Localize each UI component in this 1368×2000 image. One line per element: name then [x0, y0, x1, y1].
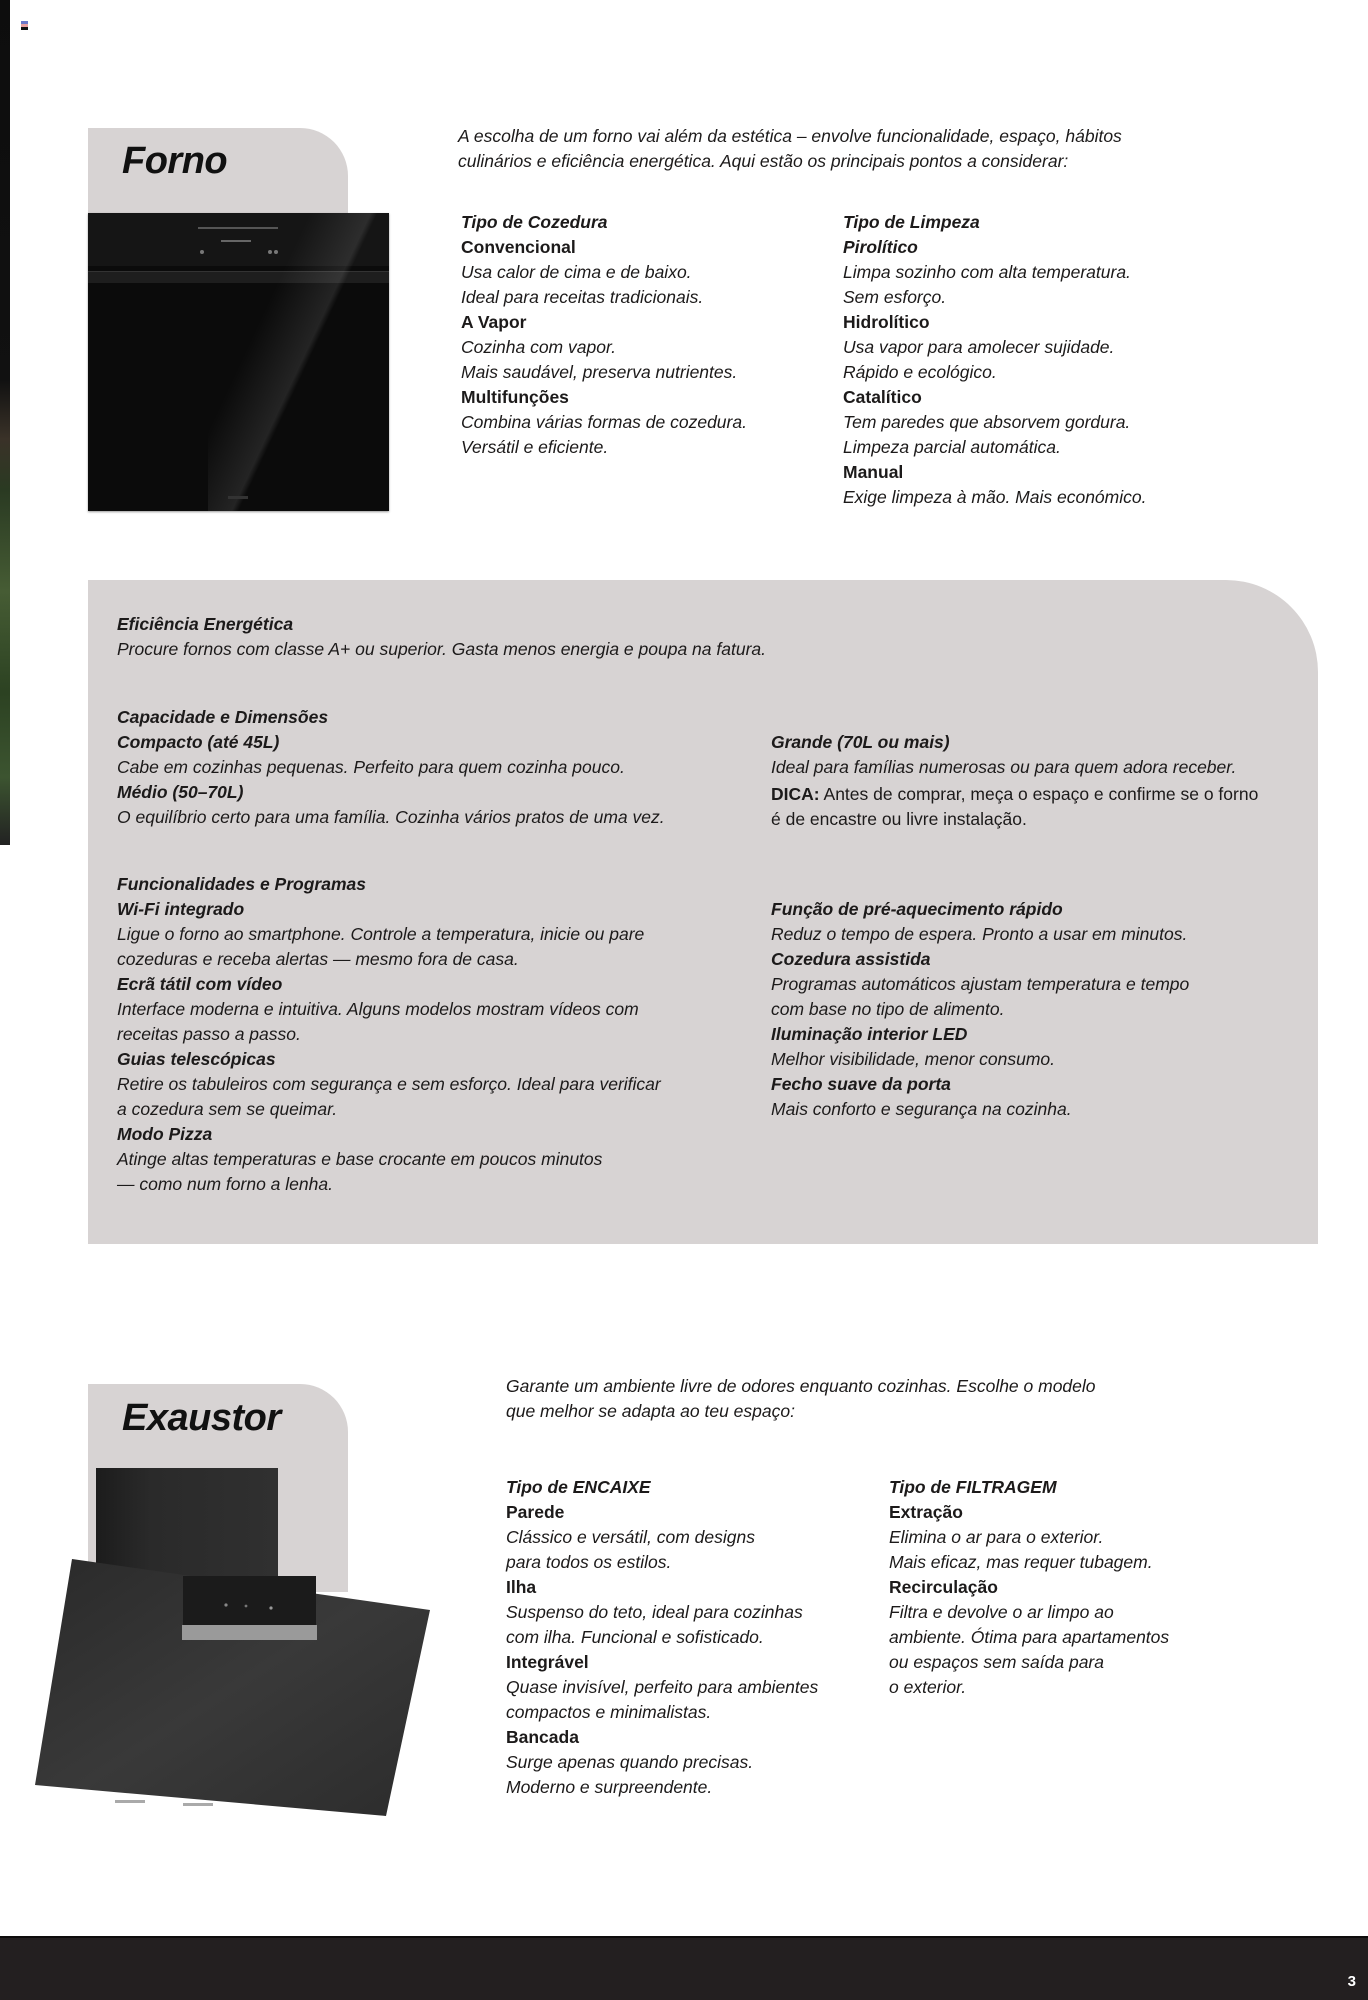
forno-title: Forno — [122, 140, 228, 182]
feature-desc: Mais conforto e segurança na cozinha. — [771, 1099, 1072, 1119]
forno-intro — [458, 124, 1122, 174]
capacidade-heading: Capacidade e Dimensões — [117, 707, 329, 727]
feature-desc: Reduz o tempo de espera. Pronto a usar em minutos. — [771, 924, 1188, 944]
cozedura-item-desc: Usa calor de cima e de baixo. — [461, 262, 692, 282]
filtragem-item-desc: ambiente. Ótima para apartamentos — [889, 1627, 1170, 1647]
cozedura-item-desc: Combina várias formas de cozedura. — [461, 412, 747, 432]
dica-tip — [771, 782, 1258, 807]
filtragem-column — [889, 1475, 1169, 1700]
filtragem-item-desc: ou espaços sem saída para — [889, 1652, 1104, 1672]
limpeza-item-desc: Limpeza parcial automática. — [843, 437, 1061, 457]
feature-name: Guias telescópicas — [117, 1049, 276, 1069]
page-footer — [0, 1936, 1368, 2000]
cozedura-item-name: Multifunções — [461, 387, 569, 407]
feature-name: Função de pré-aquecimento rápido — [771, 899, 1063, 919]
cozedura-item-desc: Versátil e eficiente. — [461, 437, 609, 457]
exaustor-title: Exaustor — [122, 1397, 281, 1439]
encaixe-item-desc: Surge apenas quando precisas. — [506, 1752, 754, 1772]
limpeza-item-desc: Sem esforço. — [843, 287, 947, 307]
cozedura-item-name: A Vapor — [461, 312, 527, 332]
feature-name: Fecho suave da porta — [771, 1074, 951, 1094]
limpeza-item-name: Pirolítico — [843, 237, 918, 257]
capacidade-item-desc: Cabe em cozinhas pequenas. Perfeito para quem cozinha pouco. — [117, 757, 625, 777]
feature-desc: Ligue o forno ao smartphone. Controle a temperatura, inicie ou pare — [117, 924, 645, 944]
encaixe-heading: Tipo de ENCAIXE — [506, 1477, 651, 1497]
exaustor-intro — [506, 1374, 1096, 1424]
left-edge-photo-strip — [0, 0, 10, 845]
capacidade-item-desc: Ideal para famílias numerosas ou para quem adora receber. — [771, 757, 1237, 777]
feature-desc: Atinge altas temperaturas e base crocante em poucos minutos — [117, 1149, 603, 1169]
encaixe-column — [506, 1475, 818, 1800]
limpeza-column — [843, 210, 1146, 510]
limpeza-item-desc: Tem paredes que absorvem gordura. — [843, 412, 1131, 432]
oven-brand-logo — [228, 496, 248, 499]
cozedura-item-desc: Cozinha com vapor. — [461, 337, 616, 357]
capacidade-item-name: Compacto (até 45L) — [117, 732, 280, 752]
limpeza-item-name: Catalítico — [843, 387, 922, 407]
oven-product-image — [88, 213, 389, 511]
limpeza-item-desc: Limpa sozinho com alta temperatura. — [843, 262, 1131, 282]
capacidade-item-name: Médio (50–70L) — [117, 782, 244, 802]
page-number: 3 — [1347, 1973, 1356, 1990]
encaixe-item-desc: Moderno e surpreendente. — [506, 1777, 713, 1797]
encaixe-item-desc: Suspenso do teto, ideal para cozinhas — [506, 1602, 803, 1622]
filtragem-heading: Tipo de FILTRAGEM — [889, 1477, 1057, 1497]
limpeza-item-desc: Usa vapor para amolecer sujidade. — [843, 337, 1115, 357]
cozedura-item-name: Convencional — [461, 237, 576, 257]
filtragem-item-name: Extração — [889, 1502, 963, 1522]
cozedura-column — [461, 210, 747, 460]
feature-desc: Programas automáticos ajustam temperatura e tempo — [771, 974, 1190, 994]
capacidade-item-desc: O equilíbrio certo para uma família. Cozinha vários pratos de uma vez. — [117, 807, 665, 827]
cozedura-heading: Tipo de Cozedura — [461, 212, 608, 232]
funcionalidades-heading: Funcionalidades e Programas — [117, 874, 366, 894]
encaixe-item-desc: compactos e minimalistas. — [506, 1702, 712, 1722]
feature-desc: com base no tipo de alimento. — [771, 999, 1005, 1019]
limpeza-item-desc: Exige limpeza à mão. Mais económico. — [843, 487, 1147, 507]
forno-title-tab — [88, 128, 348, 214]
filtragem-item-desc: Filtra e devolve o ar limpo ao — [889, 1602, 1114, 1622]
feature-name: Cozedura assistida — [771, 949, 931, 969]
feature-desc: Melhor visibilidade, menor consumo. — [771, 1049, 1056, 1069]
oven-glass-reflection — [208, 213, 389, 511]
dica-label: DICA: — [771, 784, 820, 804]
capacidade-left — [117, 705, 665, 830]
intro-line: culinários e eficiência energética. Aqui estão os principais pontos a considerar: — [458, 151, 1069, 171]
eficiencia-block — [117, 612, 766, 662]
eficiencia-text: Procure fornos com classe A+ ou superior. Gasta menos energia e poupa na fatura. — [117, 639, 766, 659]
filtragem-item-desc: Elimina o ar para o exterior. — [889, 1527, 1104, 1547]
dica-text: Antes de comprar, meça o espaço e confirme se o forno — [823, 784, 1259, 804]
capacidade-right — [771, 730, 1258, 832]
feature-name: Ecrã tátil com vídeo — [117, 974, 283, 994]
flag-icon — [21, 21, 28, 30]
cozedura-item-desc: Mais saudável, preserva nutrientes. — [461, 362, 738, 382]
intro-line: Garante um ambiente livre de odores enquanto cozinhas. Escolhe o modelo — [506, 1376, 1096, 1396]
encaixe-item-desc: Clássico e versátil, com designs — [506, 1527, 755, 1547]
encaixe-item-desc: para todos os estilos. — [506, 1552, 672, 1572]
encaixe-item-desc: com ilha. Funcional e sofisticado. — [506, 1627, 764, 1647]
limpeza-item-desc: Rápido e ecológico. — [843, 362, 997, 382]
feature-desc: Retire os tabuleiros com segurança e sem esforço. Ideal para verificar — [117, 1074, 661, 1094]
oven-touch-control — [200, 250, 204, 254]
feature-name: Iluminação interior LED — [771, 1024, 968, 1044]
funcionalidades-left — [117, 872, 661, 1197]
capacidade-item-name: Grande (70L ou mais) — [771, 732, 950, 752]
hood-chimney — [96, 1468, 278, 1618]
limpeza-item-name: Manual — [843, 462, 904, 482]
feature-desc: cozeduras e receba alertas — mesmo fora de casa. — [117, 949, 519, 969]
filtragem-item-desc: o exterior. — [889, 1677, 967, 1697]
encaixe-item-name: Integrável — [506, 1652, 589, 1672]
limpeza-item-name: Hidrolítico — [843, 312, 930, 332]
feature-name: Wi-Fi integrado — [117, 899, 245, 919]
filtragem-item-name: Recirculação — [889, 1577, 998, 1597]
intro-line: que melhor se adapta ao teu espaço: — [506, 1401, 795, 1421]
cozedura-item-desc: Ideal para receitas tradicionais. — [461, 287, 704, 307]
funcionalidades-right — [771, 897, 1189, 1122]
eficiencia-heading: Eficiência Energética — [117, 614, 294, 634]
feature-desc: Interface moderna e intuitiva. Alguns modelos mostram vídeos com — [117, 999, 639, 1019]
feature-desc: a cozedura sem se queimar. — [117, 1099, 338, 1119]
encaixe-item-name: Parede — [506, 1502, 565, 1522]
intro-line: A escolha de um forno vai além da estética – envolve funcionalidade, espaço, hábitos — [458, 126, 1122, 146]
encaixe-item-name: Ilha — [506, 1577, 537, 1597]
encaixe-item-name: Bancada — [506, 1727, 579, 1747]
feature-desc: — como num forno a lenha. — [117, 1174, 333, 1194]
encaixe-item-desc: Quase invisível, perfeito para ambientes — [506, 1677, 819, 1697]
dica-text: é de encastre ou livre instalação. — [771, 809, 1027, 829]
limpeza-heading: Tipo de Limpeza — [843, 212, 980, 232]
feature-name: Modo Pizza — [117, 1124, 213, 1144]
filtragem-item-desc: Mais eficaz, mas requer tubagem. — [889, 1552, 1153, 1572]
feature-desc: receitas passo a passo. — [117, 1024, 301, 1044]
